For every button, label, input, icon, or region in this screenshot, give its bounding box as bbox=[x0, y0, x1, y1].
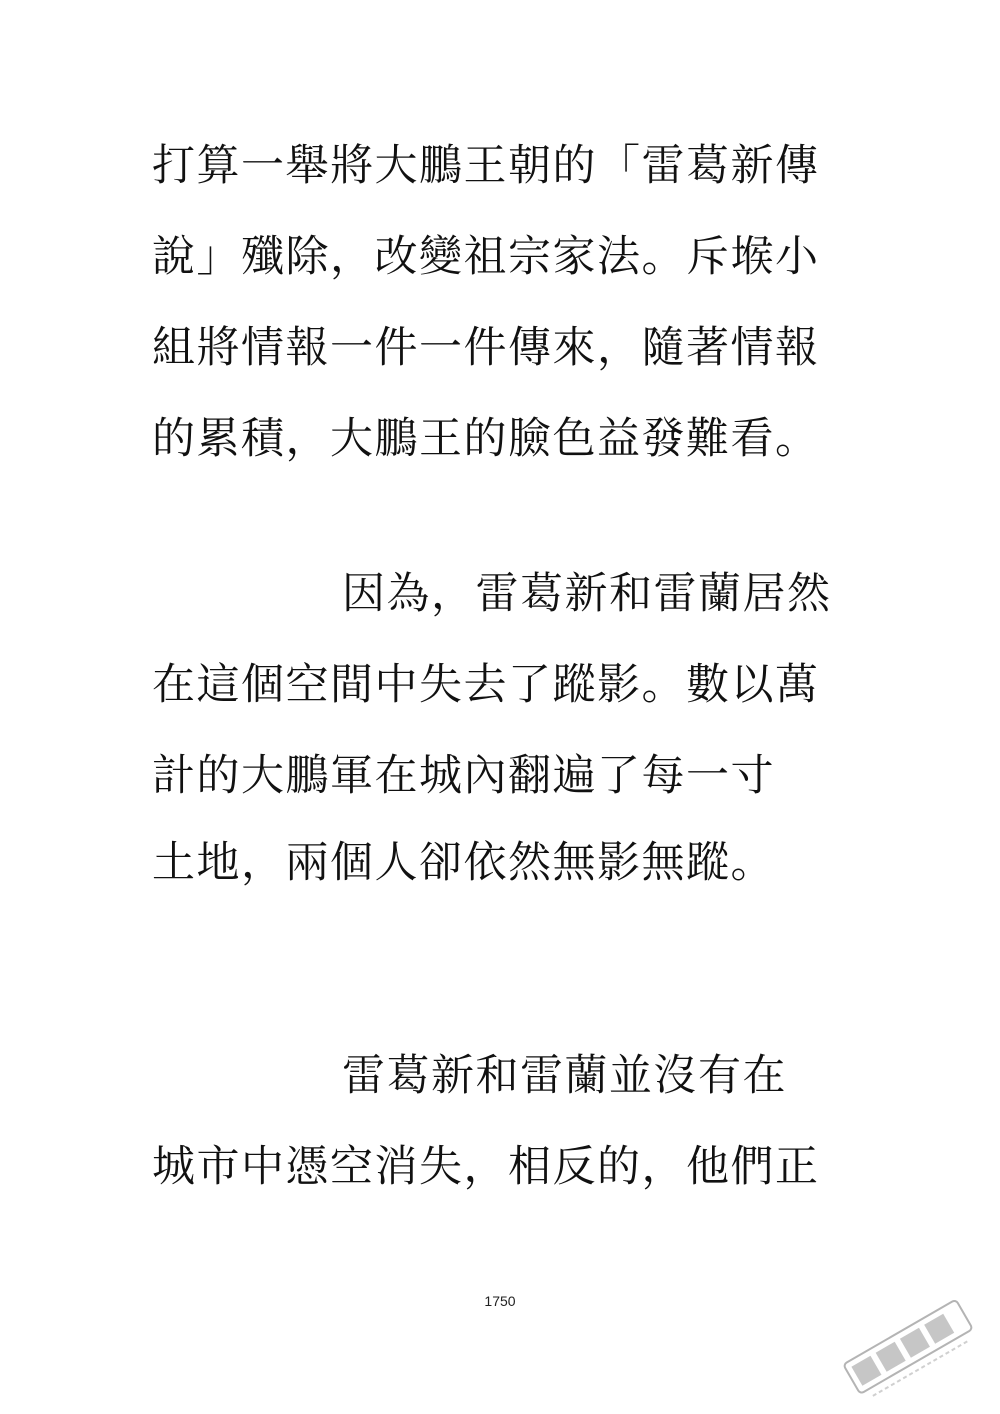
text-line-6: 在這個空間中失去了蹤影。數以萬 bbox=[152, 660, 820, 710]
text-line-10: 城市中憑空消失，相反的，他們正 bbox=[152, 1142, 820, 1192]
text-line-2: 說」殲除，改變祖宗家法。斥堠小 bbox=[152, 232, 820, 282]
page-number: 1750 bbox=[484, 1293, 516, 1309]
text-line-4: 的累積，大鵬王的臉色益發難看。 bbox=[152, 414, 820, 464]
manga-site-logo-icon bbox=[832, 1290, 982, 1400]
text-line-7: 計的大鵬軍在城內翻遍了每一寸 bbox=[152, 751, 775, 801]
text-line-1: 打算一舉將大鵬王朝的「雷葛新傳 bbox=[152, 141, 820, 191]
text-line-8: 土地，兩個人卻依然無影無蹤。 bbox=[152, 838, 775, 888]
text-line-5: 因為，雷葛新和雷蘭居然 bbox=[342, 569, 832, 619]
text-line-3: 組將情報一件一件傳來，隨著情報 bbox=[152, 323, 820, 373]
text-line-9: 雷葛新和雷蘭並沒有在 bbox=[342, 1051, 787, 1101]
